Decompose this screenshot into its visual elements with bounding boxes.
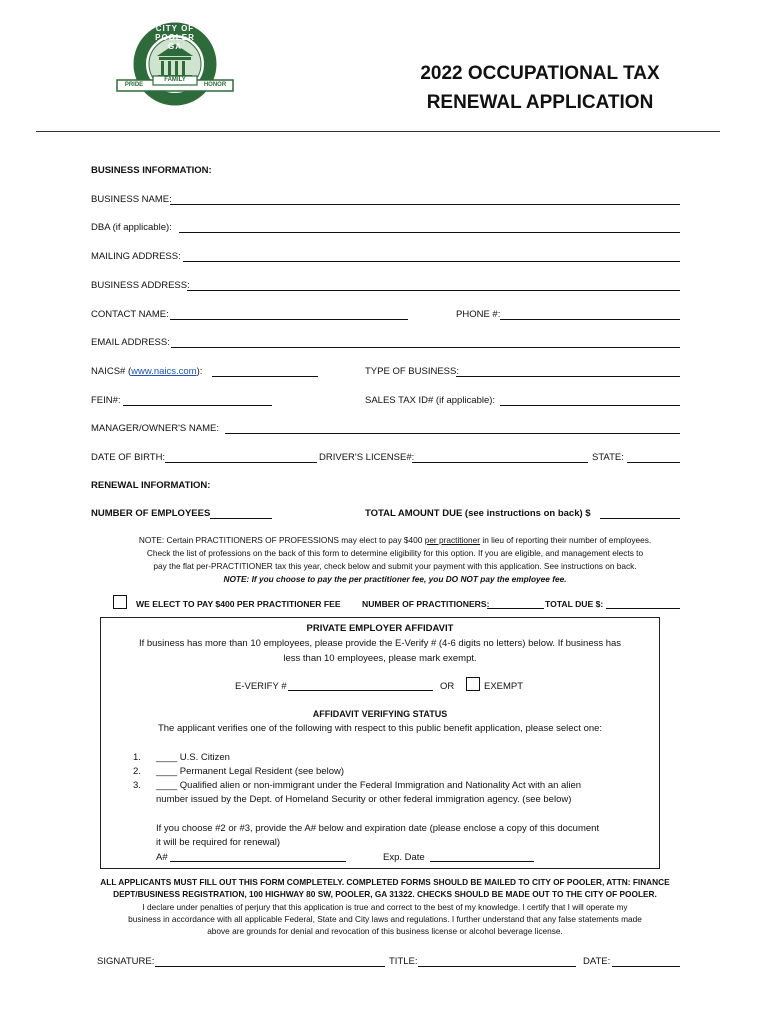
dba-field[interactable] <box>179 232 680 233</box>
status-item-2-number: 2. <box>133 766 141 777</box>
manager-owner-field[interactable] <box>225 433 680 434</box>
drivers-license-label: DRIVER'S LICENSE#: <box>319 452 415 463</box>
a-number-field[interactable] <box>170 861 346 862</box>
contact-name-label: CONTACT NAME: <box>91 309 169 320</box>
title-label: TITLE: <box>389 956 418 967</box>
sales-tax-id-label: SALES TAX ID# (if applicable): <box>365 395 496 406</box>
mailing-instructions-line1: ALL APPLICANTS MUST FILL OUT THIS FORM COMPLETELY. COMPLETED FORMS SHOULD BE MAILED TO CITY OF POOLER, ATTN: FINANCE <box>100 877 670 887</box>
affidavit-heading: PRIVATE EMPLOYER AFFIDAVIT <box>306 623 454 634</box>
dob-label: DATE OF BIRTH: <box>91 452 166 463</box>
signature-label: SIGNATURE: <box>97 956 155 967</box>
practitioner-note <box>100 534 690 586</box>
status-item-3-number: 3. <box>133 780 141 791</box>
status-item-2-permanent-resident[interactable]: ____ Permanent Legal Resident (see below) <box>156 766 345 777</box>
choose-note-line2: it will be required for renewal) <box>156 837 281 848</box>
seal-honor-text: HONOR <box>203 82 227 88</box>
practitioner-total-due-field[interactable] <box>606 608 680 609</box>
a-number-label: A# <box>156 852 168 863</box>
form-title-line1: 2022 OCCUPATIONAL TAX <box>420 63 660 84</box>
total-amount-due-field[interactable] <box>600 518 680 519</box>
mailing-address-field[interactable] <box>183 261 680 262</box>
num-employees-label: NUMBER OF EMPLOYEES <box>91 508 211 519</box>
renewal-info-heading: RENEWAL INFORMATION: <box>91 480 211 491</box>
exempt-checkbox[interactable] <box>466 677 480 691</box>
email-label: EMAIL ADDRESS: <box>91 337 170 348</box>
mailing-address-label: MAILING ADDRESS: <box>91 251 181 262</box>
business-address-label: BUSINESS ADDRESS: <box>91 280 190 291</box>
num-practitioners-field[interactable] <box>487 608 544 609</box>
signature-field[interactable] <box>155 966 385 967</box>
type-of-business-label: TYPE OF BUSINESS: <box>365 366 459 377</box>
mailing-instructions-line2: DEPT/BUSINESS REGISTRATION, 100 HIGHWAY 80 SW, POOLER, GA 31322. CHECKS SHOULD BE MADE OUT TO THE CITY OF POOLER. <box>113 889 657 899</box>
state-label: STATE: <box>592 452 624 463</box>
affidavit-status-heading: AFFIDAVIT VERIFYING STATUS <box>312 709 448 719</box>
exp-date-label: Exp. Date <box>383 852 425 863</box>
business-info-heading: BUSINESS INFORMATION: <box>91 165 212 176</box>
note-line3: pay the flat per-PRACTITIONER tax this year, check below and submit your payment with this application. See instructions on back. <box>153 561 637 571</box>
naics-label <box>91 366 202 377</box>
contact-name-field[interactable] <box>170 319 408 320</box>
dba-label: DBA (if applicable): <box>91 222 172 233</box>
exp-date-field[interactable] <box>430 861 534 862</box>
seal-year-text: 1907 <box>163 94 187 105</box>
title-divider <box>36 131 720 132</box>
type-of-business-field[interactable] <box>456 376 680 377</box>
affidavit-status-text: The applicant verifies one of the following with respect to this public benefit application, please select one: <box>157 723 603 734</box>
naics-suffix: ): <box>196 366 203 377</box>
naics-prefix: NAICS# ( <box>91 366 132 377</box>
practitioner-election-label: WE ELECT TO PAY $400 PER PRACTITIONER FEE <box>136 599 341 609</box>
drivers-license-field[interactable] <box>412 462 588 463</box>
dob-field[interactable] <box>165 462 317 463</box>
status-item-3-continued: number issued by the Dept. of Homeland Security or other federal immigration agency. (see below) <box>156 794 572 805</box>
form-title-line2: RENEWAL APPLICATION <box>426 92 654 113</box>
seal-ring-text: CITY OF POOLER GA <box>155 24 195 51</box>
date-label: DATE: <box>583 956 611 967</box>
status-item-1-number: 1. <box>133 752 141 763</box>
fein-label: FEIN#: <box>91 395 121 406</box>
status-item-1-us-citizen[interactable]: ____ U.S. Citizen <box>156 752 230 763</box>
num-practitioners-label: NUMBER OF PRACTITIONERS: <box>362 599 490 609</box>
practitioner-election-checkbox[interactable] <box>113 595 127 609</box>
affidavit-text-line2: less than 10 employees, please mark exempt. <box>283 653 477 664</box>
declaration-line2: business in accordance with all applicable Federal, State and City laws and regulations. I further understand that any false statements made <box>128 914 642 924</box>
manager-owner-label: MANAGER/OWNER'S NAME: <box>91 423 219 434</box>
note-line4: NOTE: If you choose to pay the per practitioner fee, you DO NOT pay the employee fee. <box>223 574 567 584</box>
num-employees-field[interactable] <box>210 518 272 519</box>
note-line1 <box>100 534 690 547</box>
choose-note-line1: If you choose #2 or #3, provide the A# below and expiration date (please enclose a copy of this document <box>156 823 600 834</box>
sales-tax-id-field[interactable] <box>500 405 680 406</box>
note-line2: Check the list of professions on the back of this form to determine eligibility for this option. If you are eligible, and management elects to <box>146 548 644 558</box>
naics-field[interactable] <box>212 376 318 377</box>
fein-field[interactable] <box>123 405 272 406</box>
total-amount-due-label: TOTAL AMOUNT DUE (see instructions on back) $ <box>365 508 591 519</box>
seal-family-text: FAMILY <box>164 77 186 83</box>
date-field[interactable] <box>612 966 680 967</box>
note-line1-underlined: per practitioner <box>424 535 481 545</box>
business-address-field[interactable] <box>187 290 680 291</box>
phone-field[interactable] <box>500 319 680 320</box>
note-line1-post: in lieu of reporting their number of employees. <box>480 535 652 545</box>
everify-field[interactable] <box>288 690 433 691</box>
business-name-field[interactable] <box>170 204 680 205</box>
business-name-label: BUSINESS NAME: <box>91 194 172 205</box>
declaration-line3: above are grounds for denial and revocation of this business license or alcohol beverage license. <box>207 926 563 936</box>
everify-label: E-VERIFY # <box>235 681 287 692</box>
seal-pride-text: PRIDE <box>124 82 144 88</box>
declaration-line1: I declare under penalties of perjury that this application is true and correct to the best of my knowledge. I certify that I will operate my <box>142 902 628 912</box>
naics-link[interactable]: www.naics.com <box>131 366 197 377</box>
affidavit-text-line1: If business has more than 10 employees, please provide the E-Verify # (4-6 digits no letters) below. If business has <box>138 638 622 649</box>
status-item-3-qualified-alien[interactable]: ____ Qualified alien or non-immigrant under the Federal Immigration and Nationality Act with an alien <box>156 780 582 791</box>
practitioner-total-due-label: TOTAL DUE $: <box>545 599 604 609</box>
state-field[interactable] <box>627 462 680 463</box>
city-seal-logo <box>113 20 237 112</box>
phone-label: PHONE #: <box>456 309 501 320</box>
title-field[interactable] <box>418 966 576 967</box>
email-field[interactable] <box>171 347 680 348</box>
or-label: OR <box>440 681 455 692</box>
note-line1-pre: NOTE: Certain PRACTITIONERS OF PROFESSIONS may elect to pay $400 <box>138 535 425 545</box>
exempt-label: EXEMPT <box>484 681 524 692</box>
